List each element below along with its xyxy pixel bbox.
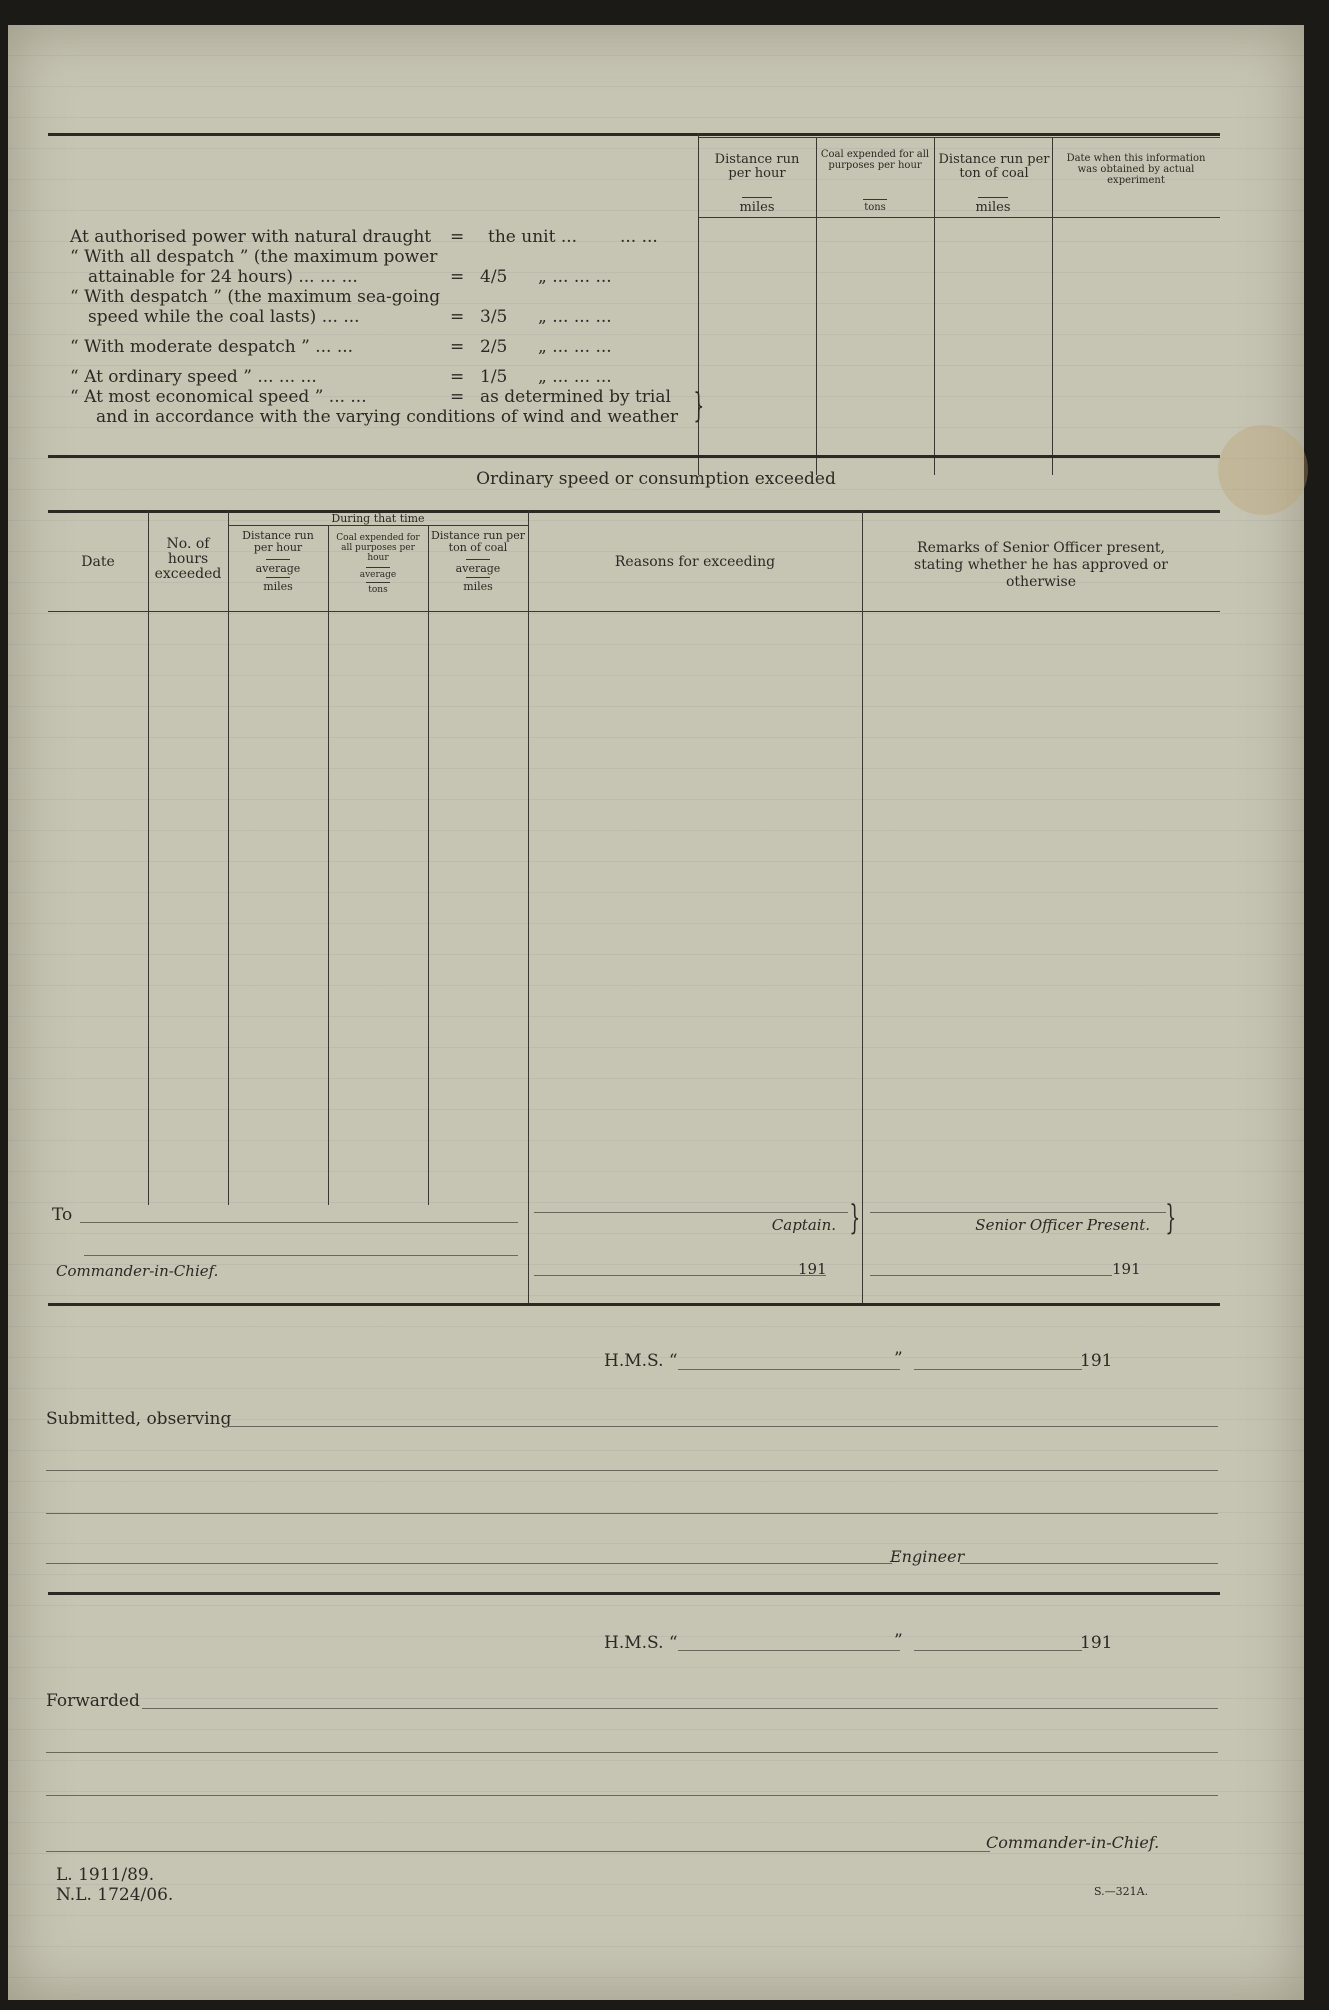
senior-label: Senior Officer Present. — [975, 1216, 1150, 1234]
speed-row-eq: = — [450, 367, 465, 387]
col-divider — [328, 525, 329, 1205]
col-header-per-ton: Distance run per ton of coal — [431, 529, 525, 554]
col-header-distance: Distance run per hour — [242, 529, 314, 554]
submitted-line[interactable] — [226, 1426, 1218, 1427]
col-sub-average: average miles — [432, 557, 524, 593]
speed-row-value: as determined by trial — [480, 387, 671, 407]
col-divider — [862, 511, 863, 1305]
col-unit-miles: miles — [938, 195, 1048, 215]
speed-row: and in accordance with the varying conditions of wind and weather — [96, 407, 679, 427]
submitted-line[interactable] — [46, 1563, 892, 1564]
header-top-line — [698, 137, 1220, 138]
speed-row-eq: = — [450, 387, 465, 407]
hms-label: H.M.S. “ — [604, 1351, 678, 1371]
col-unit-miles: miles — [702, 195, 812, 215]
speed-row-dots: ... ... — [620, 227, 658, 247]
col-header-remarks: Remarks of Senior Officer present, stating whether he has approved or otherwise — [914, 540, 1168, 590]
group-header-line — [228, 525, 528, 526]
engineer-line[interactable] — [960, 1563, 1218, 1564]
speed-row-value: 1/5 — [480, 367, 508, 387]
col-divider — [148, 511, 149, 1205]
captain-date-line[interactable] — [534, 1275, 826, 1276]
speed-row: “ With all despatch ” (the maximum power — [70, 247, 438, 267]
brace: } — [1165, 1198, 1177, 1238]
commander-label: Commander-in-Chief. — [56, 1262, 219, 1280]
col-divider — [528, 511, 529, 1305]
speed-row: speed while the coal lasts) ... ... — [88, 307, 360, 327]
col-sub-average: average miles — [232, 557, 324, 593]
submitted-label: Submitted, observing — [46, 1409, 232, 1429]
group-header: During that time — [331, 512, 425, 525]
section-title: Ordinary speed or consumption exceeded — [476, 469, 836, 489]
col-divider — [1052, 137, 1053, 475]
col-sub-average: average tons — [332, 565, 424, 595]
speed-row-dots: „ ... ... ... — [538, 367, 612, 387]
hms-name-line[interactable] — [678, 1369, 900, 1370]
speed-row: “ At most economical speed ” ... ... — [70, 387, 367, 407]
submitted-line[interactable] — [46, 1470, 1218, 1471]
hms-year: 191 — [1080, 1351, 1113, 1371]
brace: } — [693, 386, 705, 426]
col-header-coal: Coal expended for all purposes per hour — [336, 533, 420, 563]
speed-row-value: the unit ... — [488, 227, 578, 247]
col-header-reasons: Reasons for exceeding — [614, 554, 776, 570]
form-number: S.—321A. — [1094, 1885, 1149, 1898]
brace: } — [849, 1198, 861, 1238]
forwarded-line[interactable] — [46, 1795, 1218, 1796]
form-page — [8, 25, 1304, 2000]
table-header-bottom-line — [48, 611, 1220, 612]
col-header-distance: Distance run per hour — [714, 152, 800, 181]
hms-date-line[interactable] — [914, 1369, 1082, 1370]
col-header-hours: No. of hours exceeded — [154, 536, 222, 582]
speed-row-dots: „ ... ... ... — [538, 307, 612, 327]
senior-year: 191 — [1112, 1260, 1141, 1278]
speed-row-eq: = — [450, 307, 465, 327]
col-unit-tons: tons — [820, 197, 930, 213]
top-rule — [48, 133, 1220, 136]
speed-row-value: 3/5 — [480, 307, 508, 327]
forwarded-line[interactable] — [142, 1708, 1218, 1709]
to-line[interactable] — [84, 1255, 518, 1256]
col-header-date: Date when this information was obtained by actual experiment — [1066, 153, 1206, 186]
speed-row-eq: = — [450, 227, 465, 247]
col-divider — [816, 137, 817, 475]
captain-label: Captain. — [771, 1216, 836, 1234]
speed-row: attainable for 24 hours) ... ... ... — [88, 267, 358, 287]
table-top-rule — [48, 510, 1220, 513]
speed-row-eq: = — [450, 337, 465, 357]
forwarded-label: Forwarded — [46, 1691, 140, 1711]
col-header-per-ton: Distance run per ton of coal — [938, 152, 1050, 181]
hms-close-quote: ” — [894, 1631, 903, 1651]
hms-close-quote: ” — [894, 1349, 903, 1369]
ref-numbers: L. 1911/89. N.L. 1724/06. — [56, 1865, 174, 1905]
col-divider — [228, 511, 229, 1205]
speed-row: “ With despatch ” (the maximum sea-going — [70, 287, 441, 307]
to-label: To — [52, 1205, 73, 1225]
to-line[interactable] — [80, 1222, 518, 1223]
speed-row-value: 2/5 — [480, 337, 508, 357]
engineer-label: Engineer — [890, 1547, 965, 1566]
captain-signature-line[interactable] — [534, 1212, 848, 1213]
paper-stain — [1218, 425, 1308, 515]
speed-row-eq: = — [450, 267, 465, 287]
section-rule — [48, 1592, 1220, 1595]
commander-bottom-label: Commander-in-Chief. — [986, 1833, 1160, 1852]
speed-row-dots: „ ... ... ... — [538, 337, 612, 357]
speed-row: “ With moderate despatch ” ... ... — [70, 337, 354, 357]
speed-row-value: 4/5 — [480, 267, 508, 287]
captain-year: 191 — [798, 1260, 827, 1278]
senior-date-line[interactable] — [870, 1275, 1112, 1276]
hms-label: H.M.S. “ — [604, 1633, 678, 1653]
col-divider — [934, 137, 935, 475]
col-divider — [428, 525, 429, 1205]
forwarded-line[interactable] — [46, 1752, 1218, 1753]
submitted-line[interactable] — [46, 1513, 1218, 1514]
header-bottom-line — [698, 217, 1220, 218]
hms-year: 191 — [1080, 1633, 1113, 1653]
speed-row: “ At ordinary speed ” ... ... ... — [70, 367, 317, 387]
col-header-date: Date — [81, 554, 115, 570]
speed-row: At authorised power with natural draught — [70, 227, 432, 247]
section-rule — [48, 1303, 1220, 1306]
forwarded-line[interactable] — [46, 1851, 990, 1852]
col-header-coal: Coal expended for all purposes per hour — [820, 149, 930, 171]
senior-signature-line[interactable] — [870, 1212, 1166, 1213]
hms-name-line[interactable] — [678, 1650, 900, 1651]
speed-row-dots: „ ... ... ... — [538, 267, 612, 287]
top-table-bottom-rule — [48, 455, 1220, 458]
hms-date-line[interactable] — [914, 1650, 1082, 1651]
